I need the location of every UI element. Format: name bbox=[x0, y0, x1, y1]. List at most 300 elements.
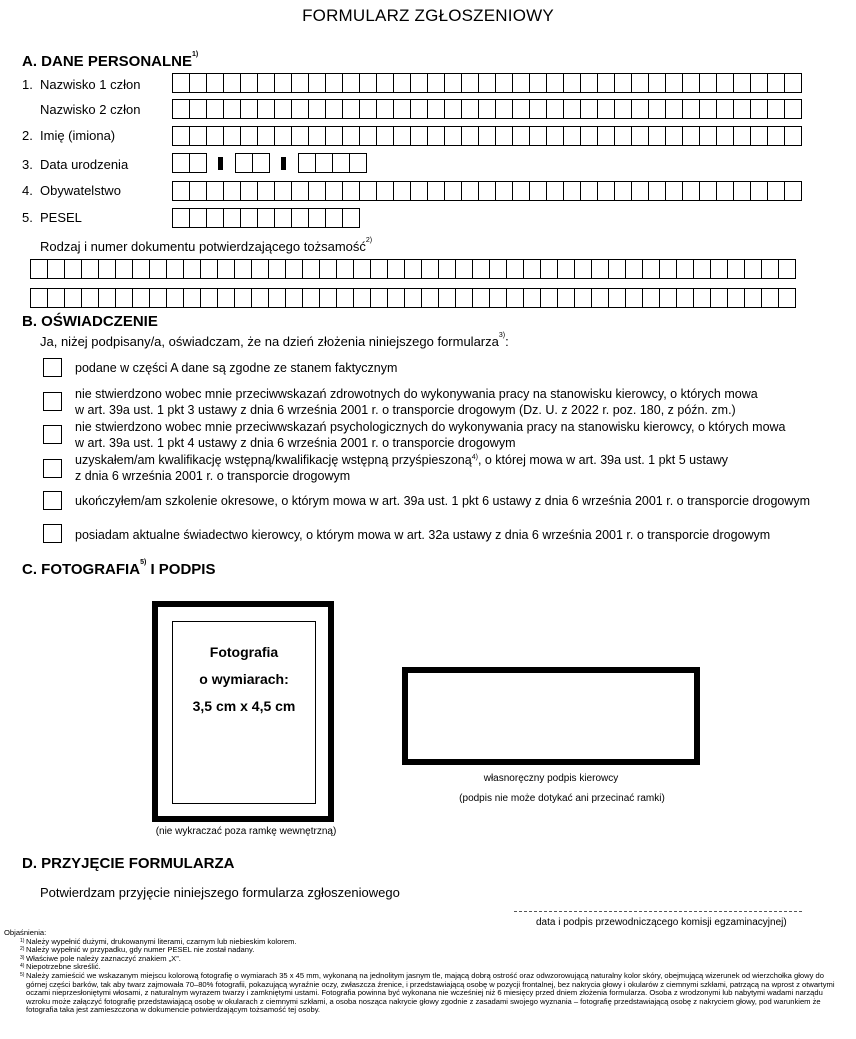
photo-label: o wymiarach: bbox=[199, 671, 289, 687]
char-box[interactable] bbox=[189, 208, 207, 228]
char-box[interactable] bbox=[546, 73, 564, 93]
char-box[interactable] bbox=[291, 208, 309, 228]
char-box[interactable] bbox=[461, 181, 479, 201]
char-box[interactable] bbox=[252, 153, 270, 173]
char-box[interactable] bbox=[64, 259, 82, 279]
signature-caption: własnoręczny podpis kierowcy bbox=[483, 773, 619, 784]
checkbox-no-health-contraindications[interactable] bbox=[43, 392, 62, 411]
char-box[interactable] bbox=[733, 126, 751, 146]
char-box[interactable] bbox=[342, 73, 360, 93]
char-box[interactable] bbox=[716, 99, 734, 119]
char-box[interactable] bbox=[693, 288, 711, 308]
char-box[interactable] bbox=[291, 99, 309, 119]
char-box[interactable] bbox=[495, 181, 513, 201]
char-box[interactable] bbox=[614, 181, 632, 201]
surname-2-boxes[interactable] bbox=[172, 99, 801, 119]
char-box[interactable] bbox=[682, 73, 700, 93]
doc-label: Rodzaj i numer dokumentu potwierdzającego tożsamość$^{2)}$ bbox=[40, 237, 373, 254]
field-label-surname-1: 1. Nazwisko 1 człon bbox=[22, 77, 141, 92]
footnotes bbox=[4, 929, 844, 1015]
char-box[interactable] bbox=[693, 259, 711, 279]
char-box[interactable] bbox=[665, 99, 683, 119]
char-box[interactable] bbox=[332, 153, 350, 173]
char-box[interactable] bbox=[376, 126, 394, 146]
char-box[interactable] bbox=[240, 99, 258, 119]
char-box[interactable] bbox=[98, 259, 116, 279]
char-box[interactable] bbox=[325, 208, 343, 228]
char-box[interactable] bbox=[342, 181, 360, 201]
surname-1-boxes[interactable] bbox=[172, 73, 801, 93]
char-box[interactable] bbox=[767, 181, 785, 201]
declaration-item: nie stwierdzono wobec mnie przeciwwskazań zdrowotnych do wykonywania pracy na stanowisku kierowcy, o których mowa w art. 39a ust. 1 pkt 3 ustawy z dnia 6 września 2001 r. o transporcie drogowym (Dz. U. z 2022 r. poz. 180, z późn. zm.) bbox=[75, 387, 758, 417]
char-box[interactable] bbox=[438, 288, 456, 308]
char-box[interactable] bbox=[30, 259, 48, 279]
char-box[interactable] bbox=[342, 126, 360, 146]
char-box[interactable] bbox=[614, 126, 632, 146]
char-box[interactable] bbox=[353, 259, 371, 279]
char-box[interactable] bbox=[761, 288, 779, 308]
char-box[interactable] bbox=[376, 181, 394, 201]
commission-signature-line[interactable] bbox=[514, 911, 802, 912]
char-box[interactable] bbox=[563, 73, 581, 93]
char-box[interactable] bbox=[489, 288, 507, 308]
char-box[interactable] bbox=[438, 259, 456, 279]
char-box[interactable] bbox=[285, 259, 303, 279]
char-box[interactable] bbox=[325, 126, 343, 146]
char-box[interactable] bbox=[189, 181, 207, 201]
char-box[interactable] bbox=[478, 181, 496, 201]
char-box[interactable] bbox=[682, 126, 700, 146]
char-box[interactable] bbox=[189, 99, 207, 119]
char-box[interactable] bbox=[257, 208, 275, 228]
field-label-surname-2: Nazwisko 2 człon bbox=[40, 102, 141, 117]
char-box[interactable] bbox=[47, 259, 65, 279]
char-box[interactable] bbox=[115, 288, 133, 308]
char-box[interactable] bbox=[234, 259, 252, 279]
char-box[interactable] bbox=[172, 208, 190, 228]
char-box[interactable] bbox=[512, 99, 530, 119]
char-box[interactable] bbox=[540, 288, 558, 308]
char-box[interactable] bbox=[285, 288, 303, 308]
char-box[interactable] bbox=[495, 126, 513, 146]
char-box[interactable] bbox=[778, 288, 796, 308]
char-box[interactable] bbox=[336, 288, 354, 308]
char-box[interactable] bbox=[291, 73, 309, 93]
char-box[interactable] bbox=[478, 99, 496, 119]
char-box[interactable] bbox=[563, 181, 581, 201]
char-box[interactable] bbox=[166, 288, 184, 308]
char-box[interactable] bbox=[750, 99, 768, 119]
char-box[interactable] bbox=[574, 259, 592, 279]
char-box[interactable] bbox=[659, 288, 677, 308]
char-box[interactable] bbox=[472, 288, 490, 308]
char-box[interactable] bbox=[642, 288, 660, 308]
char-box[interactable] bbox=[699, 73, 717, 93]
footnote: 2) Należy wypełnić w przypadku, gdy numer PESEL nie został nadany. bbox=[20, 945, 255, 955]
char-box[interactable] bbox=[665, 181, 683, 201]
char-box[interactable] bbox=[30, 288, 48, 308]
char-box[interactable] bbox=[608, 288, 626, 308]
char-box[interactable] bbox=[597, 73, 615, 93]
char-box[interactable] bbox=[699, 126, 717, 146]
char-box[interactable] bbox=[631, 73, 649, 93]
char-box[interactable] bbox=[387, 259, 405, 279]
char-box[interactable] bbox=[302, 288, 320, 308]
char-box[interactable] bbox=[359, 73, 377, 93]
char-box[interactable] bbox=[631, 126, 649, 146]
char-box[interactable] bbox=[421, 259, 439, 279]
char-box[interactable] bbox=[353, 288, 371, 308]
char-box[interactable] bbox=[744, 259, 762, 279]
char-box[interactable] bbox=[319, 259, 337, 279]
char-box[interactable] bbox=[455, 288, 473, 308]
char-box[interactable] bbox=[189, 153, 207, 173]
char-box[interactable] bbox=[461, 73, 479, 93]
char-box[interactable] bbox=[750, 181, 768, 201]
char-box[interactable] bbox=[784, 181, 802, 201]
char-box[interactable] bbox=[727, 259, 745, 279]
char-box[interactable] bbox=[291, 126, 309, 146]
char-box[interactable] bbox=[580, 181, 598, 201]
checkbox-no-psych-contraindications[interactable] bbox=[43, 425, 62, 444]
char-box[interactable] bbox=[767, 99, 785, 119]
char-box[interactable] bbox=[648, 126, 666, 146]
birth-date-boxes[interactable] bbox=[172, 153, 366, 173]
char-box[interactable] bbox=[580, 99, 598, 119]
char-box[interactable] bbox=[682, 181, 700, 201]
char-box[interactable] bbox=[761, 259, 779, 279]
char-box[interactable] bbox=[529, 181, 547, 201]
page-title: FORMULARZ ZGŁOSZENIOWY bbox=[302, 6, 554, 25]
char-box[interactable] bbox=[597, 181, 615, 201]
checkbox-driver-certificate[interactable] bbox=[43, 524, 62, 543]
char-box[interactable] bbox=[478, 126, 496, 146]
char-box[interactable] bbox=[478, 73, 496, 93]
char-box[interactable] bbox=[784, 99, 802, 119]
char-box[interactable] bbox=[614, 99, 632, 119]
char-box[interactable] bbox=[217, 288, 235, 308]
char-box[interactable] bbox=[342, 99, 360, 119]
char-box[interactable] bbox=[580, 73, 598, 93]
char-box[interactable] bbox=[699, 99, 717, 119]
section-d-heading: D. PRZYJĘCIE FORMULARZA bbox=[22, 855, 235, 872]
driver-signature-box[interactable] bbox=[402, 667, 700, 765]
char-box[interactable] bbox=[149, 259, 167, 279]
char-box[interactable] bbox=[557, 259, 575, 279]
char-box[interactable] bbox=[727, 288, 745, 308]
section-a-heading-text: A. DANE PERSONALNE bbox=[22, 53, 193, 70]
char-box[interactable] bbox=[370, 259, 388, 279]
char-box[interactable] bbox=[495, 73, 513, 93]
char-box[interactable] bbox=[744, 288, 762, 308]
date-separator bbox=[281, 157, 286, 170]
photo-area[interactable] bbox=[172, 621, 316, 804]
char-box[interactable] bbox=[349, 153, 367, 173]
char-box[interactable] bbox=[665, 73, 683, 93]
char-box[interactable] bbox=[200, 288, 218, 308]
field-label-citizenship: 4. Obywatelstwo bbox=[22, 183, 121, 198]
char-box[interactable] bbox=[200, 259, 218, 279]
char-box[interactable] bbox=[767, 126, 785, 146]
char-box[interactable] bbox=[427, 99, 445, 119]
char-box[interactable] bbox=[274, 99, 292, 119]
char-box[interactable] bbox=[699, 181, 717, 201]
char-box[interactable] bbox=[206, 181, 224, 201]
char-box[interactable] bbox=[546, 99, 564, 119]
char-box[interactable] bbox=[444, 126, 462, 146]
char-box[interactable] bbox=[540, 259, 558, 279]
char-box[interactable] bbox=[234, 288, 252, 308]
char-box[interactable] bbox=[512, 73, 530, 93]
char-box[interactable] bbox=[376, 99, 394, 119]
char-box[interactable] bbox=[444, 99, 462, 119]
char-box[interactable] bbox=[359, 99, 377, 119]
char-box[interactable] bbox=[427, 126, 445, 146]
date-separator bbox=[218, 157, 223, 170]
char-box[interactable] bbox=[404, 288, 422, 308]
char-box[interactable] bbox=[444, 181, 462, 201]
char-box[interactable] bbox=[625, 288, 643, 308]
char-box[interactable] bbox=[251, 259, 269, 279]
char-box[interactable] bbox=[410, 181, 428, 201]
citizenship-boxes[interactable] bbox=[172, 181, 801, 201]
char-box[interactable] bbox=[189, 126, 207, 146]
char-box[interactable] bbox=[223, 73, 241, 93]
document-boxes-row-1[interactable] bbox=[30, 259, 795, 279]
photo-label: Fotografia bbox=[209, 644, 279, 660]
char-box[interactable] bbox=[308, 126, 326, 146]
section-c-heading: C. FOTOGRAFIA$^{5)}$ I PODPIS bbox=[22, 559, 216, 578]
checkbox-initial-qualification[interactable] bbox=[43, 459, 62, 478]
char-box[interactable] bbox=[648, 181, 666, 201]
char-box[interactable] bbox=[710, 259, 728, 279]
checkbox-data-correct[interactable] bbox=[43, 358, 62, 377]
char-box[interactable] bbox=[81, 259, 99, 279]
char-box[interactable] bbox=[268, 259, 286, 279]
char-box[interactable] bbox=[223, 126, 241, 146]
char-box[interactable] bbox=[676, 259, 694, 279]
char-box[interactable] bbox=[359, 126, 377, 146]
char-box[interactable] bbox=[257, 99, 275, 119]
char-box[interactable] bbox=[223, 208, 241, 228]
char-box[interactable] bbox=[710, 288, 728, 308]
char-box[interactable] bbox=[274, 208, 292, 228]
char-box[interactable] bbox=[240, 208, 258, 228]
char-box[interactable] bbox=[298, 153, 316, 173]
char-box[interactable] bbox=[274, 73, 292, 93]
char-box[interactable] bbox=[115, 259, 133, 279]
char-box[interactable] bbox=[251, 288, 269, 308]
char-box[interactable] bbox=[784, 73, 802, 93]
char-box[interactable] bbox=[240, 73, 258, 93]
char-box[interactable] bbox=[608, 259, 626, 279]
char-box[interactable] bbox=[325, 181, 343, 201]
char-box[interactable] bbox=[767, 73, 785, 93]
char-box[interactable] bbox=[529, 126, 547, 146]
char-box[interactable] bbox=[461, 126, 479, 146]
char-box[interactable] bbox=[172, 73, 190, 93]
char-box[interactable] bbox=[206, 126, 224, 146]
char-box[interactable] bbox=[223, 99, 241, 119]
char-box[interactable] bbox=[591, 288, 609, 308]
char-box[interactable] bbox=[563, 126, 581, 146]
char-box[interactable] bbox=[750, 73, 768, 93]
char-box[interactable] bbox=[359, 181, 377, 201]
document-boxes-row-2[interactable] bbox=[30, 288, 795, 308]
char-box[interactable] bbox=[778, 259, 796, 279]
char-box[interactable] bbox=[523, 288, 541, 308]
char-box[interactable] bbox=[393, 73, 411, 93]
char-box[interactable] bbox=[512, 181, 530, 201]
char-box[interactable] bbox=[512, 126, 530, 146]
char-box[interactable] bbox=[529, 99, 547, 119]
char-box[interactable] bbox=[387, 288, 405, 308]
char-box[interactable] bbox=[308, 208, 326, 228]
char-box[interactable] bbox=[370, 288, 388, 308]
char-box[interactable] bbox=[183, 259, 201, 279]
char-box[interactable] bbox=[132, 259, 150, 279]
checkbox-periodic-training[interactable] bbox=[43, 491, 62, 510]
char-box[interactable] bbox=[217, 259, 235, 279]
char-box[interactable] bbox=[274, 126, 292, 146]
char-box[interactable] bbox=[393, 181, 411, 201]
char-box[interactable] bbox=[733, 181, 751, 201]
char-box[interactable] bbox=[81, 288, 99, 308]
char-box[interactable] bbox=[172, 153, 190, 173]
char-box[interactable] bbox=[410, 126, 428, 146]
char-box[interactable] bbox=[302, 259, 320, 279]
char-box[interactable] bbox=[625, 259, 643, 279]
char-box[interactable] bbox=[189, 73, 207, 93]
first-name-boxes[interactable] bbox=[172, 126, 801, 146]
char-box[interactable] bbox=[421, 288, 439, 308]
char-box[interactable] bbox=[336, 259, 354, 279]
declaration-intro: Ja, niżej podpisany/a, oświadczam, że na dzień złożenia niniejszego formularza$^{3)}$: bbox=[40, 332, 509, 349]
char-box[interactable] bbox=[506, 259, 524, 279]
field-label-birth-date: 3. Data urodzenia bbox=[22, 157, 129, 172]
char-box[interactable] bbox=[506, 288, 524, 308]
char-box[interactable] bbox=[631, 99, 649, 119]
char-box[interactable] bbox=[546, 126, 564, 146]
char-box[interactable] bbox=[750, 126, 768, 146]
char-box[interactable] bbox=[308, 181, 326, 201]
char-box[interactable] bbox=[376, 73, 394, 93]
char-box[interactable] bbox=[166, 259, 184, 279]
char-box[interactable] bbox=[665, 126, 683, 146]
char-box[interactable] bbox=[495, 99, 513, 119]
char-box[interactable] bbox=[410, 99, 428, 119]
char-box[interactable] bbox=[580, 126, 598, 146]
char-box[interactable] bbox=[546, 181, 564, 201]
char-box[interactable] bbox=[597, 99, 615, 119]
char-box[interactable] bbox=[574, 288, 592, 308]
char-box[interactable] bbox=[240, 126, 258, 146]
char-box[interactable] bbox=[325, 99, 343, 119]
char-box[interactable] bbox=[206, 208, 224, 228]
char-box[interactable] bbox=[235, 153, 253, 173]
char-box[interactable] bbox=[631, 181, 649, 201]
section-a-heading bbox=[22, 53, 198, 70]
declaration-item: podane w części A dane są zgodne ze stanem faktycznym bbox=[75, 361, 398, 375]
char-box[interactable] bbox=[648, 99, 666, 119]
char-box[interactable] bbox=[642, 259, 660, 279]
char-box[interactable] bbox=[659, 259, 677, 279]
char-box[interactable] bbox=[132, 288, 150, 308]
char-box[interactable] bbox=[308, 73, 326, 93]
char-box[interactable] bbox=[427, 181, 445, 201]
char-box[interactable] bbox=[257, 73, 275, 93]
char-box[interactable] bbox=[240, 181, 258, 201]
field-label-first-name: 2. Imię (imiona) bbox=[22, 128, 116, 143]
char-box[interactable] bbox=[733, 73, 751, 93]
char-box[interactable] bbox=[183, 288, 201, 308]
footnote: 4) Niepotrzebne skreślić. bbox=[20, 962, 101, 972]
char-box[interactable] bbox=[716, 126, 734, 146]
char-box[interactable] bbox=[410, 73, 428, 93]
char-box[interactable] bbox=[523, 259, 541, 279]
char-box[interactable] bbox=[591, 259, 609, 279]
char-box[interactable] bbox=[268, 288, 286, 308]
char-box[interactable] bbox=[682, 99, 700, 119]
char-box[interactable] bbox=[64, 288, 82, 308]
section-b-heading: B. OŚWIADCZENIE bbox=[22, 313, 158, 330]
char-box[interactable] bbox=[206, 99, 224, 119]
char-box[interactable] bbox=[733, 99, 751, 119]
char-box[interactable] bbox=[257, 126, 275, 146]
footnote-ref: 1) bbox=[192, 51, 199, 58]
char-box[interactable] bbox=[319, 288, 337, 308]
char-box[interactable] bbox=[342, 208, 360, 228]
char-box[interactable] bbox=[257, 181, 275, 201]
char-box[interactable] bbox=[597, 126, 615, 146]
char-box[interactable] bbox=[47, 288, 65, 308]
char-box[interactable] bbox=[291, 181, 309, 201]
char-box[interactable] bbox=[98, 288, 116, 308]
char-box[interactable] bbox=[393, 99, 411, 119]
char-box[interactable] bbox=[149, 288, 167, 308]
char-box[interactable] bbox=[444, 73, 462, 93]
char-box[interactable] bbox=[308, 99, 326, 119]
char-box[interactable] bbox=[455, 259, 473, 279]
char-box[interactable] bbox=[274, 181, 292, 201]
char-box[interactable] bbox=[172, 181, 190, 201]
char-box[interactable] bbox=[557, 288, 575, 308]
signature-note: (podpis nie może dotykać ani przecinać ramki) bbox=[459, 793, 665, 804]
char-box[interactable] bbox=[461, 99, 479, 119]
char-box[interactable] bbox=[716, 181, 734, 201]
char-box[interactable] bbox=[614, 73, 632, 93]
acceptance-text: Potwierdzam przyjęcie niniejszego formularza zgłoszeniowego bbox=[40, 885, 400, 900]
char-box[interactable] bbox=[472, 259, 490, 279]
char-box[interactable] bbox=[206, 73, 224, 93]
char-box[interactable] bbox=[404, 259, 422, 279]
char-box[interactable] bbox=[529, 73, 547, 93]
char-box[interactable] bbox=[716, 73, 734, 93]
pesel-boxes[interactable] bbox=[172, 208, 359, 228]
char-box[interactable] bbox=[223, 181, 241, 201]
char-box[interactable] bbox=[648, 73, 666, 93]
char-box[interactable] bbox=[676, 288, 694, 308]
char-box[interactable] bbox=[393, 126, 411, 146]
char-box[interactable] bbox=[563, 99, 581, 119]
char-box[interactable] bbox=[784, 126, 802, 146]
char-box[interactable] bbox=[315, 153, 333, 173]
char-box[interactable] bbox=[172, 126, 190, 146]
char-box[interactable] bbox=[172, 99, 190, 119]
char-box[interactable] bbox=[489, 259, 507, 279]
char-box[interactable] bbox=[427, 73, 445, 93]
char-box[interactable] bbox=[325, 73, 343, 93]
